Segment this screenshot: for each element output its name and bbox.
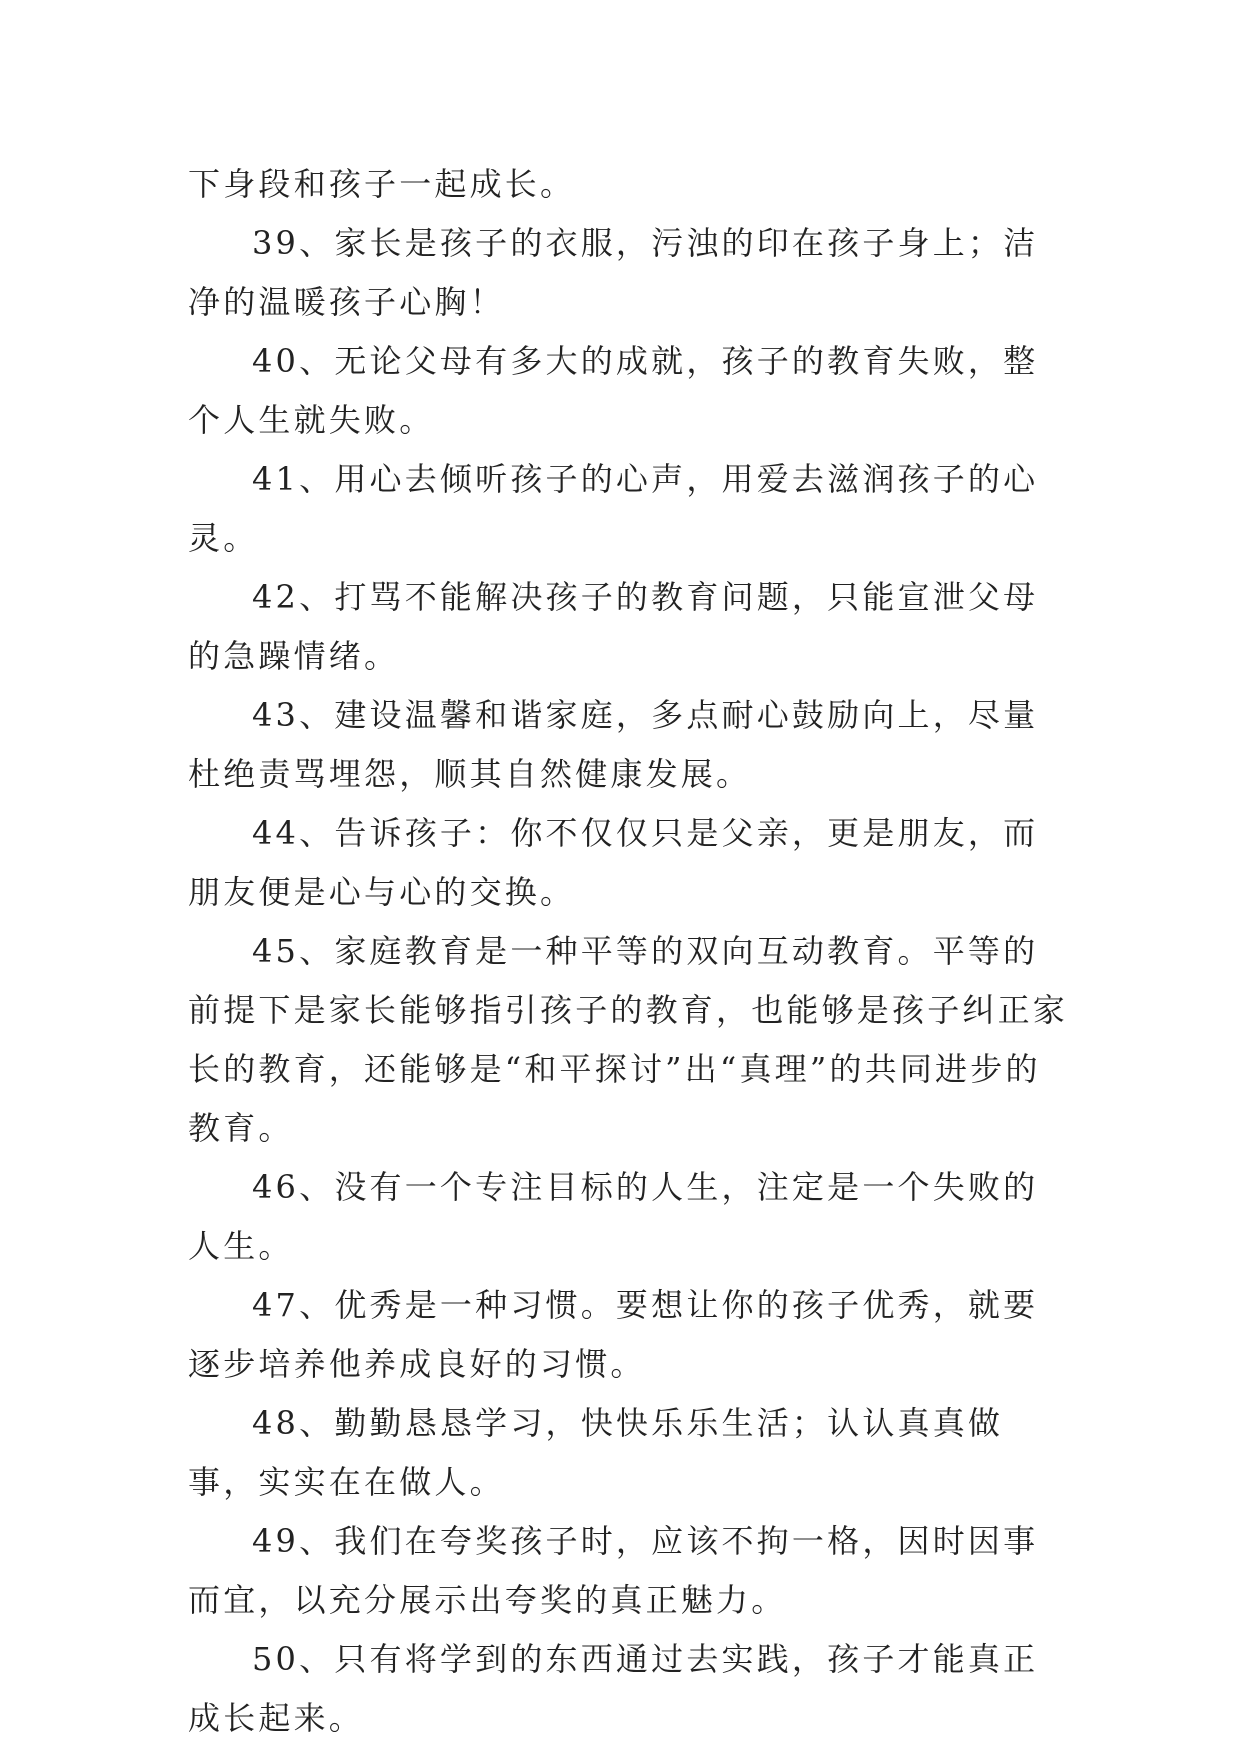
document-body: [188, 155, 1068, 1748]
paragraph-item-40: 40、无论父母有多大的成就，孩子的教育失败，整个人生就失败。: [188, 342, 1039, 439]
paragraph-continuation: 下身段和孩子一起成长。: [188, 165, 576, 203]
paragraph-item-46: 46、没有一个专注目标的人生，注定是一个失败的人生。: [188, 1168, 1039, 1265]
paragraph-item-49: 49、我们在夸奖孩子时，应该不拘一格，因时因事而宜，以充分展示出夸奖的真正魅力。: [188, 1522, 1039, 1619]
paragraph-item-45: 45、家庭教育是一种平等的双向互动教育。平等的前提下是家长能够指引孩子的教育，也能够是孩子纠正家长的教育，还能够是“和平探讨”出“真理”的共同进步的教育。: [188, 932, 1069, 1147]
paragraph-item-41: 41、用心去倾听孩子的心声，用爱去滋润孩子的心灵。: [188, 460, 1039, 557]
paragraph-item-39: 39、家长是孩子的衣服，污浊的印在孩子身上；洁净的温暖孩子心胸！: [188, 224, 1039, 321]
paragraph-item-42: 42、打骂不能解决孩子的教育问题，只能宣泄父母的急躁情绪。: [188, 578, 1039, 675]
paragraph-item-43: 43、建设温馨和谐家庭，多点耐心鼓励向上，尽量杜绝责骂埋怨，顺其自然健康发展。: [188, 696, 1039, 793]
paragraph-item-44: 44、告诉孩子：你不仅仅只是父亲，更是朋友，而朋友便是心与心的交换。: [188, 814, 1039, 911]
paragraph-item-48: 48、勤勤恳恳学习，快快乐乐生活；认认真真做事，实实在在做人。: [188, 1404, 1004, 1501]
paragraph-item-47: 47、优秀是一种习惯。要想让你的孩子优秀，就要逐步培养他养成良好的习惯。: [188, 1286, 1039, 1383]
paragraph-item-50: 50、只有将学到的东西通过去实践，孩子才能真正成长起来。: [188, 1640, 1039, 1737]
